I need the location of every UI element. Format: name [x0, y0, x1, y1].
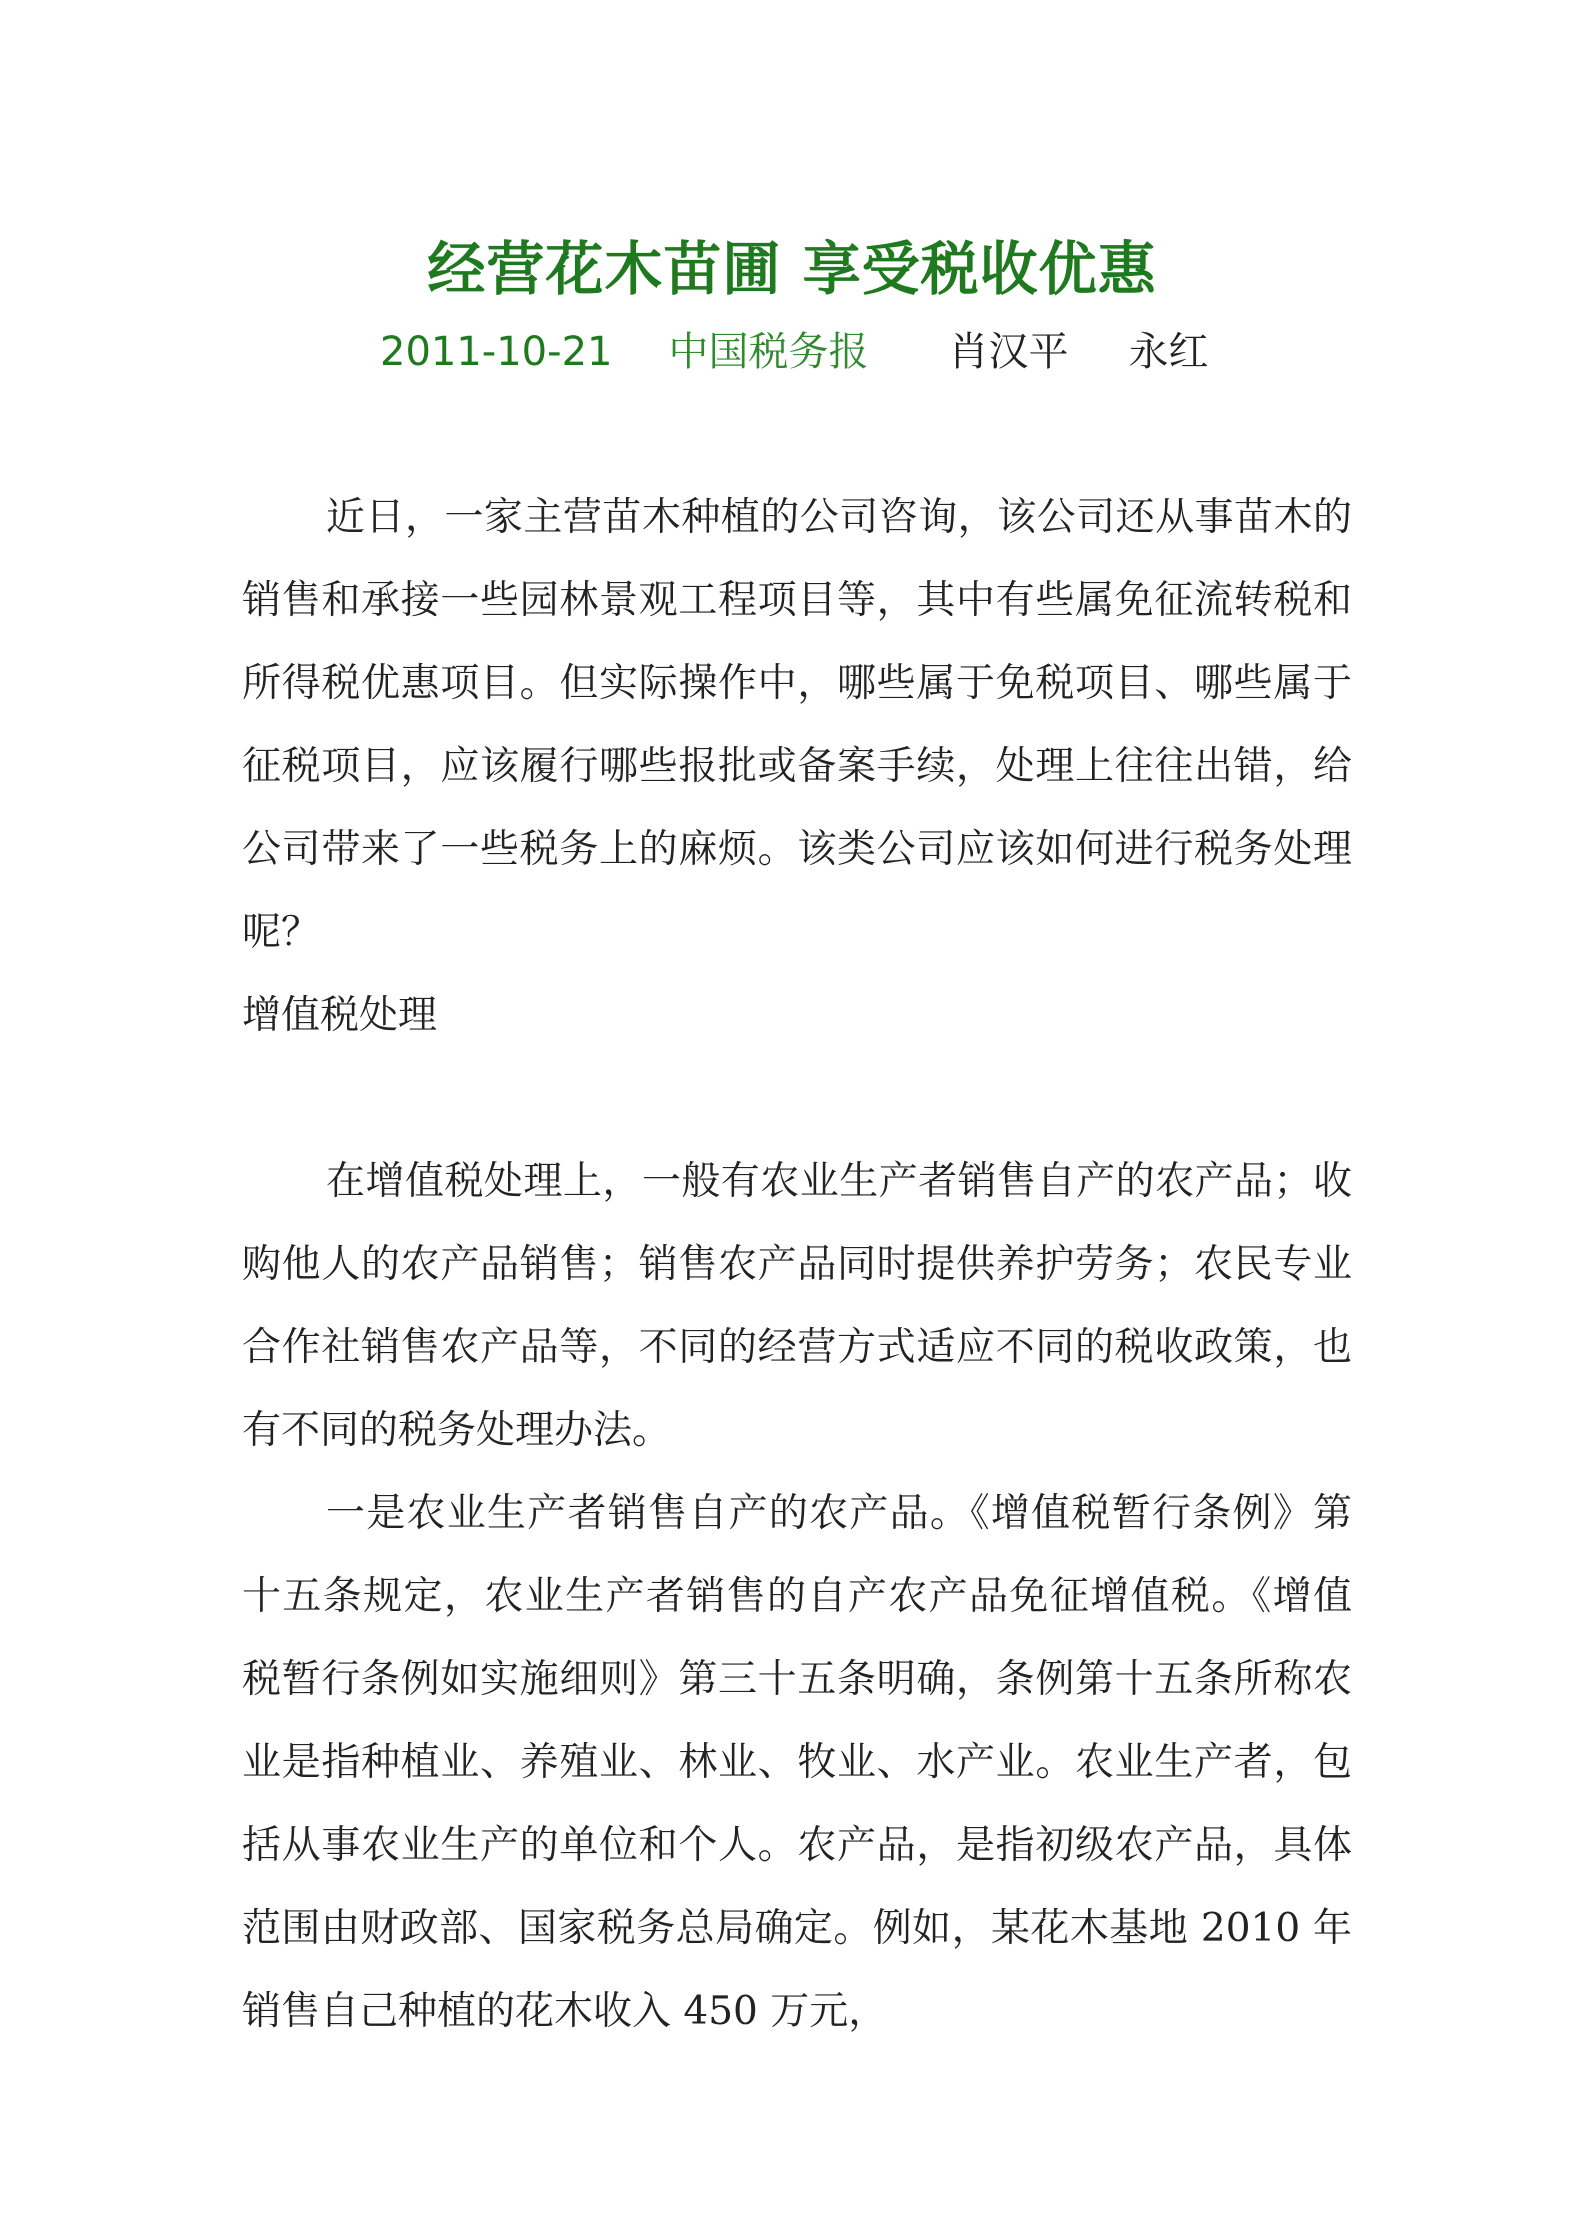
section-heading-vat: 增值税处理 — [242, 993, 438, 1038]
publish-date: 2011-10-21 — [380, 329, 613, 375]
author-name: 永红 — [1128, 329, 1209, 375]
article-byline — [380, 322, 1380, 382]
paragraph-vat-overview: 在增值税处理上，一般有农业生产者销售自产的农产品；收购他人的农产品销售；销售农产品同时提供养护劳务；农民专业合作社销售农产品等，不同的经营方式适应不同的税收政策，也有不同的税务处理办法。 — [242, 1159, 1352, 1453]
paragraph-vat-point-one: 一是农业生产者销售自产的农产品。《增值税暂行条例》第十五条规定，农业生产者销售的自产农产品免征增值税。《增值税暂行条例如实施细则》第三十五条明确，条例第十五条所称农业是指种植业、养殖业、林业、牧业、水产业。农业生产者，包括从事农业生产的单位和个人。农产品，是指初级农产品，具体范围由财政部、国家税务总局确定。例如，某花木基地 2010 年销售自己种植的花木收入 450 万元， — [242, 1491, 1352, 2034]
article-title: 经营花木苗圃 享受税收优惠 — [427, 234, 1157, 303]
publication-source: 中国税务报 — [668, 329, 869, 375]
author-name: 肖汉平 — [948, 329, 1069, 375]
paragraph-intro: 近日，一家主营苗木种植的公司咨询，该公司还从事苗木的销售和承接一些园林景观工程项目等，其中有些属免征流转税和所得税优惠项目。但实际操作中，哪些属于免税项目、哪些属于征税项目，应该履行哪些报批或备案手续，处理上往往出错，给公司带来了一些税务上的麻烦。该类公司应该如何进行税务处理呢？ — [242, 495, 1352, 955]
